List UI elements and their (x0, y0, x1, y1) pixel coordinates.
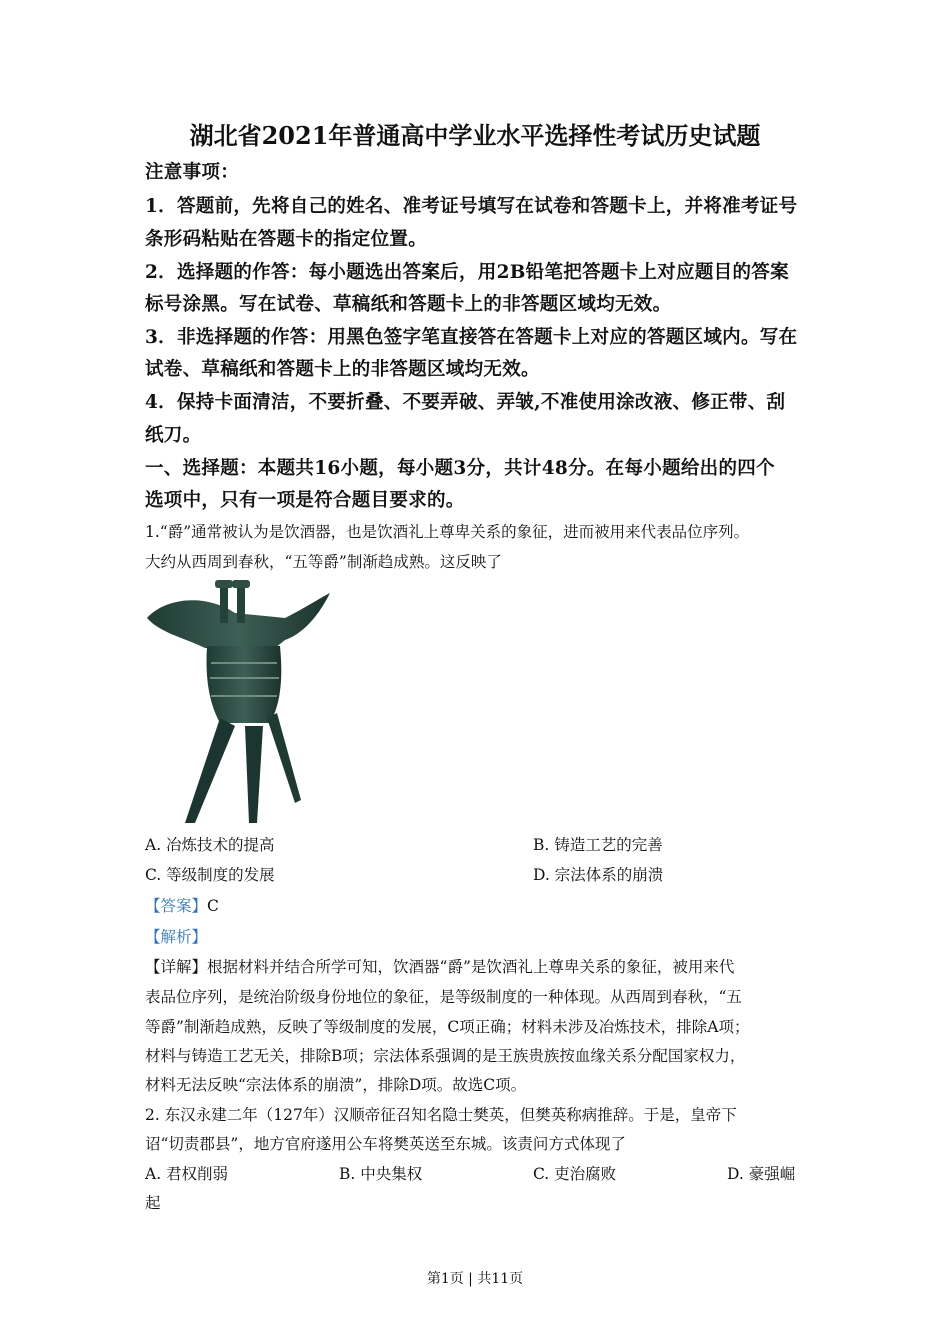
answer-value: C (207, 897, 219, 915)
detail-line: 表品位序列，是统治阶级身份地位的象征，是等级制度的一种体现。从西周到春秋，“五 (145, 988, 742, 1006)
analysis-label: 【解析】 (145, 928, 208, 946)
section-heading: 选项中，只有一项是符合题目要求的。 (145, 490, 465, 511)
notice-line: 条形码粘贴在答题卡的指定位置。 (145, 229, 428, 250)
q2-option-a: A. 君权削弱 (145, 1165, 229, 1183)
notice-line: 2．选择题的作答：每小题选出答案后，用2B铅笔把答题卡上对应题目的答案 (145, 262, 789, 283)
q1-stem: 大约从西周到春秋，“五等爵”制渐趋成熟。这反映了 (145, 553, 502, 571)
bronze-jue-image (145, 578, 335, 826)
detail-line: 根据材料并结合所学可知，饮酒器“爵”是饮酒礼上尊卑关系的象征，被用来代 (207, 958, 735, 976)
detail-line: 材料无法反映“宗法体系的崩溃”，排除D项。故选C项。 (145, 1076, 527, 1094)
detail-label: 【详解】 (145, 958, 208, 976)
q1-option-d: D. 宗法体系的崩溃 (533, 866, 664, 884)
q1-stem: 1.“爵”通常被认为是饮酒器，也是饮酒礼上尊卑关系的象征，进而被用来代表品位序列。 (145, 523, 750, 541)
notice-line: 4．保持卡面清洁，不要折叠、不要弄破、弄皱,不准使用涂改液、修正带、刮 (145, 392, 786, 413)
q2-option-d: D. 豪强崛 (727, 1165, 796, 1183)
q2-option-c: C. 吏治腐败 (533, 1165, 617, 1183)
notice-line: 标号涂黑。写在试卷、草稿纸和答题卡上的非答题区域均无效。 (145, 294, 672, 315)
q1-detail (145, 955, 734, 977)
q2-option-b: B. 中央集权 (339, 1165, 423, 1183)
notice-line: 试卷、草稿纸和答题卡上的非答题区域均无效。 (145, 359, 540, 380)
notice-line: 纸刀。 (145, 425, 202, 446)
q2-stem: 诏“切责郡县”，地方官府遂用公车将樊英送至东城。该责问方式体现了 (145, 1135, 626, 1153)
section-heading: 一、选择题：本题共16小题，每小题3分，共计48分。在每小题给出的四个 (145, 458, 775, 479)
notice-heading: 注意事项： (145, 162, 240, 183)
page-title: 湖北省2021年普通高中学业水平选择性考试历史试题 (189, 121, 761, 150)
notice-line: 3．非选择题的作答：用黑色签字笔直接答在答题卡上对应的答题区域内。写在 (145, 327, 798, 348)
q1-option-c: C. 等级制度的发展 (145, 866, 275, 884)
q1-answer (145, 894, 219, 916)
q1-option-b: B. 铸造工艺的完善 (533, 836, 663, 854)
notice-line: 1．答题前，先将自己的姓名、准考证号填写在试卷和答题卡上，并将准考证号 (145, 196, 798, 217)
answer-label: 【答案】 (145, 897, 208, 915)
q2-stem: 2. 东汉永建二年（127年）汉顺帝征召知名隐士樊英，但樊英称病推辞。于是，皇帝下 (145, 1106, 737, 1124)
q2-option-d-wrap: 起 (145, 1194, 161, 1212)
page-footer: 第1页 | 共11页 (426, 1271, 524, 1287)
detail-line: 等爵”制渐趋成熟，反映了等级制度的发展，C项正确；材料未涉及冶炼技术，排除A项； (145, 1018, 750, 1036)
detail-line: 材料与铸造工艺无关，排除B项；宗法体系强调的是王族贵族按血缘关系分配国家权力， (145, 1047, 746, 1065)
q1-option-a: A. 冶炼技术的提高 (145, 836, 275, 854)
